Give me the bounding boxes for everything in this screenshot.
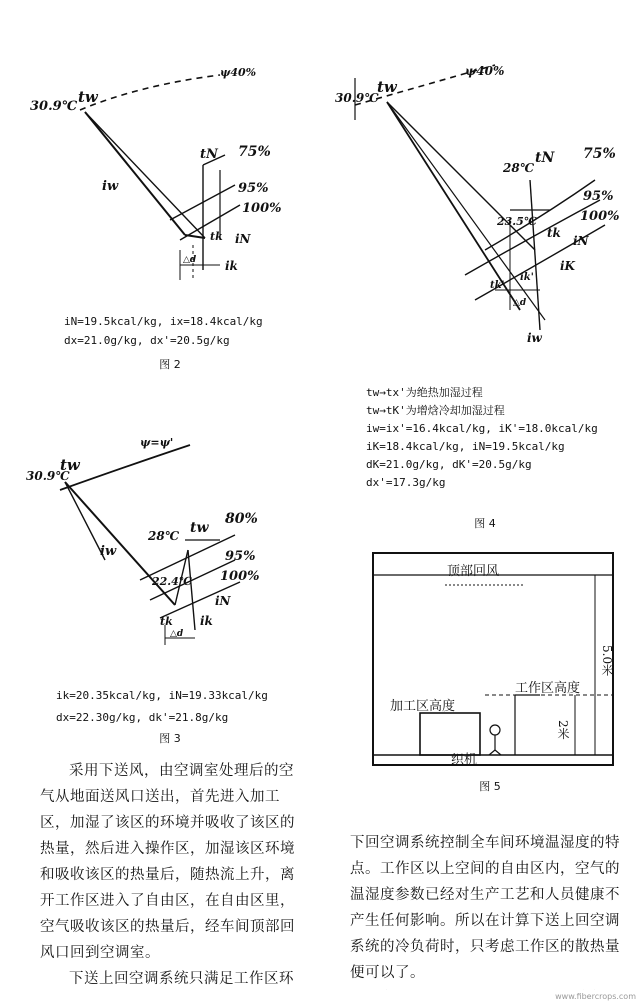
fig4-rh40-label: ψ40% — [465, 64, 505, 78]
fig5-2m-label: 2米 — [556, 720, 570, 740]
fig4-dd-label: △d — [513, 298, 527, 308]
fig2-temp-label: 30.9℃ — [30, 99, 78, 114]
fig4-tk-label: tk — [547, 226, 561, 240]
fig2-caption: 图 2 — [159, 358, 181, 371]
fig4-note-3: iw=ix'=16.4kcal/kg, iK'=18.0kcal/kg — [366, 422, 598, 435]
fig3-224-label: 22.4℃ — [152, 575, 192, 588]
right-column-text — [350, 830, 626, 990]
fig4-tk2-label: tk' — [490, 280, 505, 291]
fig5-work-height: 工作区高度 — [515, 681, 581, 696]
fig4-75-label: 75% — [583, 146, 616, 162]
fig3-temp-label: 30.9℃ — [26, 469, 70, 483]
fig5-5m-label: 5.0米 — [600, 645, 614, 677]
fig4-note-5: dK=21.0g/kg, dK'=20.5g/kg — [366, 458, 532, 471]
fig5-machine-label: 织机 — [451, 753, 478, 768]
fig4-tn-label: tN — [535, 150, 555, 166]
left-paragraph-1: 采用下送风，由空调室处理后的空气从地面送风口送出，首先进入加工区，加湿了该区的环境并吸收了该区的热量，然后进入操作区，加湿该区环境和吸收该区的热量后，随热流上升，离开工作区进入了自由区，在自由区里，空气吸收该区的热量后，经车间顶部回风口回到空调室。 — [40, 763, 295, 961]
left-column-text — [40, 758, 308, 986]
fig2-100-label: 100% — [242, 201, 282, 216]
watermark: www.fibercrops.com — [555, 992, 636, 1001]
fig4-temp-label: 30.9℃ — [335, 91, 379, 105]
fig5-caption: 图 5 — [479, 780, 501, 793]
fig3-in-label: iN — [215, 594, 231, 608]
fig4-note-4: iK=18.4kcal/kg, iN=19.5kcal/kg — [366, 440, 565, 453]
fig4-in-label: iN — [573, 234, 589, 248]
figure-5 — [365, 545, 625, 770]
figure-4 — [335, 30, 635, 350]
fig3-tk-label: tk — [160, 615, 173, 628]
figure-2 — [20, 40, 320, 328]
fig4-235-label: 23.5℃ — [497, 215, 537, 228]
left-paragraph-2: 下送上回空调系统只满足工作区环 — [69, 971, 294, 986]
fig2-75-label: 75% — [238, 144, 271, 160]
fig2-formula-1: iN=19.5kcal/kg, ix=18.4kcal/kg — [64, 315, 263, 328]
fig4-tw-label: tw — [377, 78, 397, 96]
fig2-in-label: iN — [235, 232, 251, 246]
fig3-tw2-label: tw — [190, 520, 209, 536]
fig5-roof-label: 顶部回风 — [447, 564, 500, 579]
fig4-note-2: tw→tK'为增焓冷却加湿过程 — [366, 404, 505, 417]
fig3-80-label: 80% — [225, 511, 258, 527]
fig4-ik2-label: ik' — [520, 272, 534, 283]
fig2-formula-2: dx=21.0g/kg, dx'=20.5g/kg — [64, 334, 230, 347]
right-paragraph-2 — [350, 986, 626, 990]
fig3-tw-label: tw — [60, 456, 80, 474]
figure-3 — [20, 420, 320, 680]
fig3-ik-label: ik — [200, 614, 213, 628]
fig4-iw-label: iw — [527, 331, 542, 345]
fig2-ik-label: ik — [225, 259, 238, 273]
fig3-rh-label: ψ=ψ' — [140, 436, 174, 449]
fig4-ik-label: iK — [560, 259, 575, 273]
fig3-100-label: 100% — [220, 569, 260, 584]
fig5-processing-height: 加工区高度 — [390, 699, 456, 714]
fig3-28-label: 28℃ — [148, 529, 180, 543]
fig4-note-1: tw→tx'为绝热加湿过程 — [366, 386, 483, 399]
fig4-28-label: 28℃ — [503, 161, 535, 175]
fig4-100-label: 100% — [580, 209, 620, 224]
fig2-tk-label: tk — [210, 230, 223, 243]
fig3-dd-label: △d — [170, 629, 184, 639]
fig4-95-label: 95% — [583, 189, 614, 204]
fig2-tn-label: tN — [200, 147, 218, 162]
fig2-dd-label: △d — [183, 255, 197, 265]
fig2-tw-label: tw — [78, 88, 98, 106]
fig3-iw-label: iw — [100, 544, 117, 559]
fig4-notes — [366, 384, 598, 492]
fig3-formula-2: dx=22.30g/kg, dk'=21.8g/kg — [56, 711, 229, 724]
fig2-rh40-label: ψ40% — [220, 66, 257, 79]
fig3-caption: 图 3 — [159, 732, 181, 745]
fig4-caption: 图 4 — [474, 517, 496, 530]
right-paragraph-1: 下回空调系统控制全车间环境温湿度的特点。工作区以上空间的自由区内，空气的温湿度参数已经对生产工艺和人员健康不产生任何影响。所以在计算下送上回空调系统的冷负荷时，只考虑工作区的散热量便可以了。 — [350, 835, 620, 981]
fig3-formula-1: ik=20.35kcal/kg, iN=19.33kcal/kg — [56, 689, 268, 702]
fig2-95-label: 95% — [238, 181, 269, 196]
fig2-iw-label: iw — [102, 179, 119, 194]
fig4-note-6: dx'=17.3g/kg — [366, 476, 446, 489]
fig3-95-label: 95% — [225, 549, 256, 564]
